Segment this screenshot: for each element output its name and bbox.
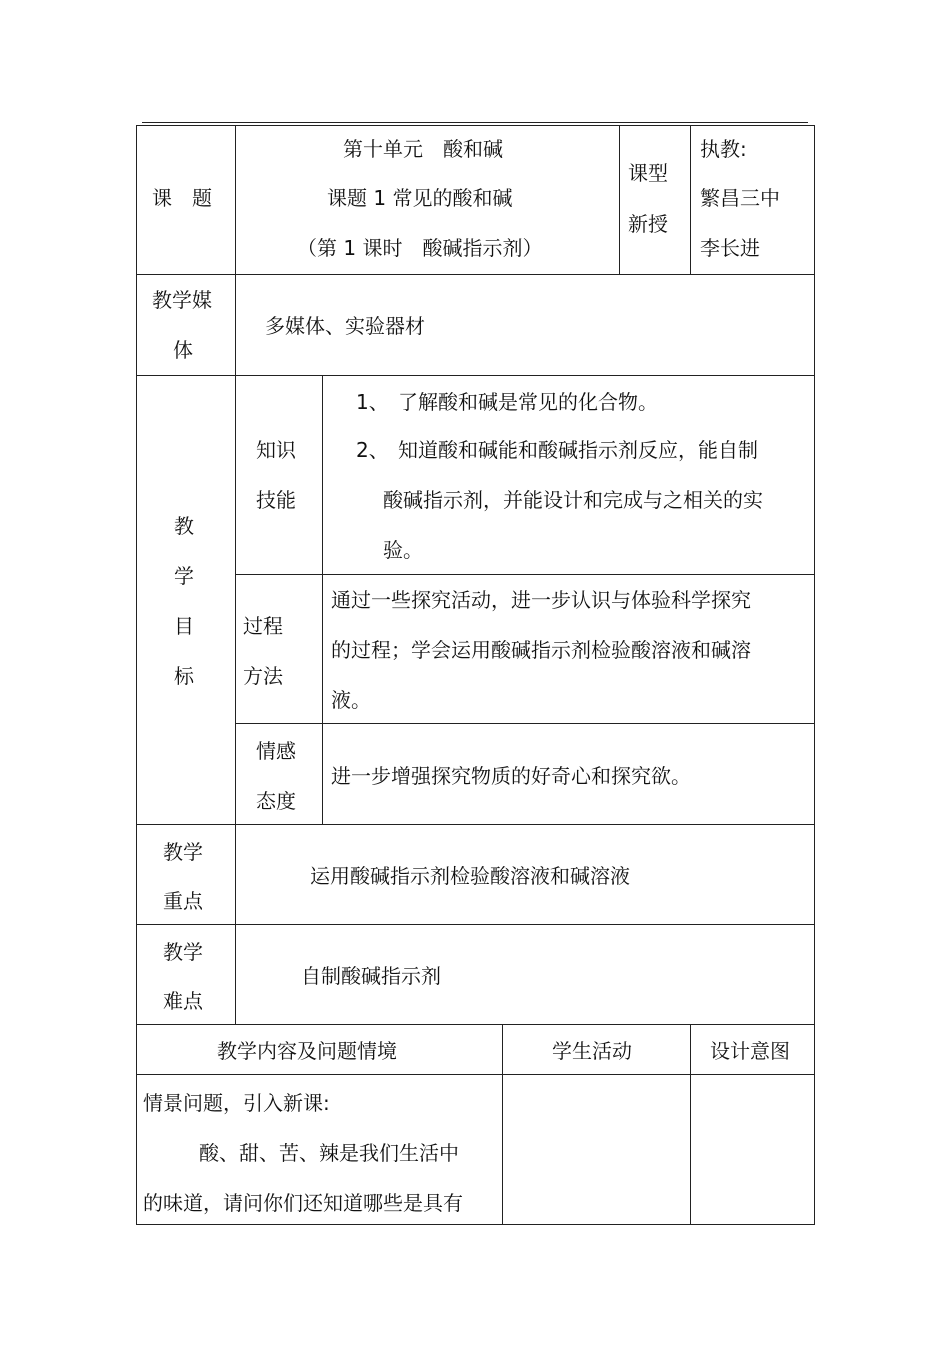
process-text: 液。 [331,688,371,712]
col-divider [235,125,236,1024]
header-content: 教学内容及问题情境 [217,1039,397,1063]
knowledge-label: 知识 [256,438,296,462]
col-divider [690,125,691,274]
col-divider [322,375,323,824]
knowledge-item: 了解酸和碱是常见的化合物。 [398,390,658,414]
col-divider [619,125,620,274]
row-divider [136,1074,815,1075]
process-text: 通过一些探究活动，进一步认识与体验科学探究 [331,588,751,612]
media-label: 体 [173,338,193,362]
objectives-label: 目 [174,614,194,638]
lesson-type-label: 课型 [628,161,668,185]
row-divider [136,924,815,925]
content-text: 情景问题，引入新课: [143,1091,330,1115]
period-title: （第 1 课时 酸碱指示剂） [297,236,543,260]
knowledge-item-number: 2、 [356,438,389,462]
lesson-type-value: 新授 [628,212,668,236]
row-divider [136,375,815,376]
objectives-label: 标 [174,664,194,688]
top-rule [142,122,808,123]
teacher-name: 李长进 [700,236,760,260]
teacher-label: 执教: [700,137,747,161]
objectives-label: 教 [174,514,194,538]
header-design-intent: 设计意图 [710,1039,790,1063]
col-divider [502,1024,503,1225]
attitude-text: 进一步增强探究物质的好奇心和探究欲。 [331,764,691,788]
row-divider [136,274,815,275]
difficulty-label: 难点 [163,989,203,1013]
process-label: 方法 [243,664,283,688]
row-divider [136,824,815,825]
process-text: 的过程；学会运用酸碱指示剂检验酸溶液和碱溶 [331,638,751,662]
knowledge-item-number: 1、 [356,390,389,414]
process-label: 过程 [243,614,283,638]
row-divider [136,1024,815,1025]
media-value: 多媒体、实验器材 [265,314,425,338]
difficulty-value: 自制酸碱指示剂 [301,964,441,988]
knowledge-item: 验。 [383,538,423,562]
topic-title: 课题 1 常见的酸和碱 [327,186,513,210]
key-point-value: 运用酸碱指示剂检验酸溶液和碱溶液 [310,864,630,888]
objectives-label: 学 [174,564,194,588]
content-text: 酸、甜、苦、辣是我们生活中 [199,1141,459,1165]
attitude-label: 情感 [256,739,296,763]
key-point-label: 重点 [163,889,203,913]
knowledge-item: 酸碱指示剂，并能设计和完成与之相关的实 [383,488,763,512]
lesson-label: 课 题 [152,186,212,210]
key-point-label: 教学 [163,840,203,864]
knowledge-label: 技能 [256,488,296,512]
col-divider [690,1024,691,1225]
knowledge-item: 知道酸和碱能和酸碱指示剂反应，能自制 [398,438,758,462]
difficulty-label: 教学 [163,940,203,964]
attitude-label: 态度 [256,789,296,813]
school-name: 繁昌三中 [700,186,780,210]
unit-title: 第十单元 酸和碱 [343,137,503,161]
header-student-activity: 学生活动 [552,1039,632,1063]
content-text: 的味道，请问你们还知道哪些是具有 [143,1191,463,1215]
media-label: 教学媒 [152,288,212,312]
